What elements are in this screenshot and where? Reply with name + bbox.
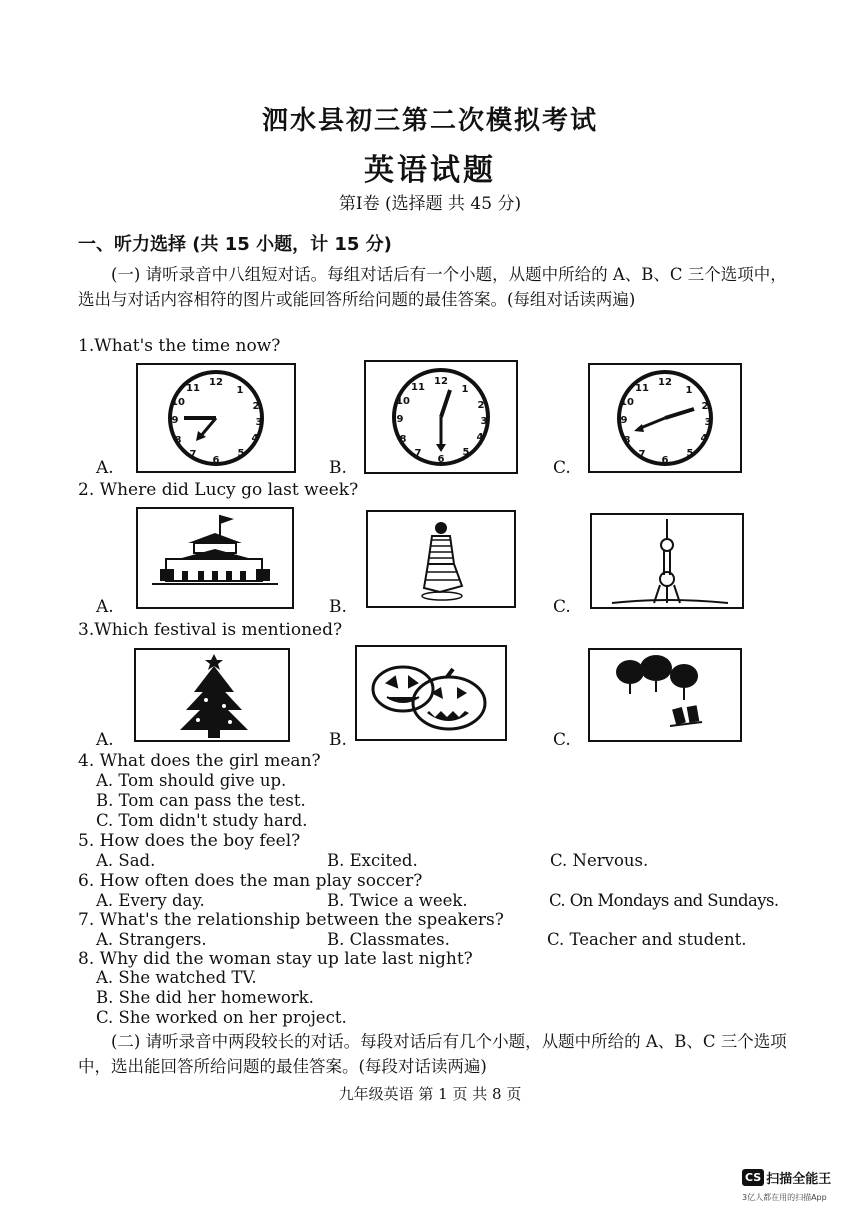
clock-picture-a (136, 363, 296, 473)
part-title: 第Ⅰ卷 (选择题 共 45 分) (338, 194, 522, 214)
svg-text:11: 11 (186, 383, 200, 394)
option-label-b: B. (329, 730, 347, 750)
tiananmen-icon (138, 509, 292, 607)
instruction-part-1: (一) 请听录音中八组短对话。每组对话后有一个小题，从题中所给的 A、B、C 三个选项中，选出与对话内容相符的图片或能回答所给问题的最佳答案。(每组对话读两遍) (78, 265, 787, 309)
svg-text:3: 3 (255, 417, 263, 428)
pumpkins-picture (355, 645, 507, 741)
option-8a: A. She watched TV. (96, 968, 257, 987)
christmas-tree-picture (134, 648, 290, 742)
option-5c: C. Nervous. (550, 851, 649, 870)
clock-picture-b (364, 360, 518, 474)
clock-icon (590, 365, 740, 471)
instruction-part-2: (二) 请听录音中两段较长的对话。每段对话后有几个小题，从题中所给的 A、B、C 三个选项中，选出能回答所给问题的最佳答案。(每段对话读两遍) (78, 1032, 787, 1076)
option-6b: B. Twice a week. (327, 891, 468, 910)
question-5: 5. How does the boy feel? (78, 831, 301, 851)
option-label-c: C. (553, 458, 571, 478)
option-label-a: A. (96, 597, 114, 617)
svg-text:6: 6 (212, 455, 220, 466)
svg-text:5: 5 (462, 447, 470, 458)
option-7a: A. Strangers. (96, 930, 207, 949)
option-4c: C. Tom didn't study hard. (96, 811, 308, 830)
tv-tower-picture (590, 513, 744, 609)
option-label-c: C. (553, 730, 571, 750)
svg-text:1: 1 (685, 385, 693, 396)
option-7b: B. Classmates. (327, 930, 450, 949)
option-6a: A. Every day. (96, 891, 205, 910)
svg-text:2: 2 (252, 401, 260, 412)
scanner-watermark (742, 1167, 831, 1187)
svg-text:9: 9 (620, 415, 628, 426)
question-3: 3.Which festival is mentioned? (78, 620, 343, 640)
svg-text:12: 12 (434, 376, 448, 387)
page-footer: 九年级英语 第 1 页 共 8 页 (338, 1085, 522, 1103)
question-6: 6. How often does the man play soccer? (78, 871, 423, 891)
svg-text:8: 8 (174, 435, 182, 446)
svg-text:10: 10 (620, 397, 634, 408)
svg-text:5: 5 (237, 448, 245, 459)
option-label-a: A. (96, 730, 114, 750)
svg-text:2: 2 (477, 400, 485, 411)
section-heading: 一、听力选择 (共 15 小题，计 15 分) (78, 234, 392, 255)
scanner-app-name: 扫描全能王 (766, 1172, 832, 1187)
option-8c: C. She worked on her project. (96, 1008, 347, 1027)
lanterns-picture (588, 648, 742, 742)
svg-text:7: 7 (189, 449, 197, 460)
svg-text:2: 2 (701, 401, 709, 412)
svg-text:6: 6 (661, 455, 669, 466)
svg-text:7: 7 (414, 448, 422, 459)
svg-text:9: 9 (171, 415, 179, 426)
terracotta-warrior-picture (366, 510, 516, 608)
camscanner-logo-icon: CS (742, 1169, 764, 1186)
question-4: 4. What does the girl mean? (78, 751, 321, 771)
option-8b: B. She did her homework. (96, 988, 314, 1007)
option-label-c: C. (553, 597, 571, 617)
lantern-icon (590, 650, 740, 740)
svg-text:9: 9 (396, 414, 404, 425)
pumpkin-icon (357, 647, 505, 739)
clock-icon (366, 362, 516, 472)
svg-text:12: 12 (658, 377, 672, 388)
svg-text:6: 6 (437, 454, 445, 465)
tiananmen-picture (136, 507, 294, 609)
svg-text:4: 4 (700, 433, 708, 444)
option-4b: B. Tom can pass the test. (96, 791, 306, 810)
exam-title: 泗水县初三第二次模拟考试 (261, 106, 598, 136)
svg-text:5: 5 (686, 448, 694, 459)
svg-text:7: 7 (638, 449, 646, 460)
question-2: 2. Where did Lucy go last week? (78, 480, 359, 500)
svg-text:10: 10 (396, 396, 410, 407)
question-8: 8. Why did the woman stay up late last night? (78, 949, 473, 969)
christmas-tree-icon (136, 650, 288, 740)
option-label-b: B. (329, 458, 347, 478)
option-6c: C. On Mondays and Sundays. (549, 891, 779, 910)
svg-text:10: 10 (171, 397, 185, 408)
svg-text:8: 8 (623, 435, 631, 446)
svg-text:4: 4 (476, 432, 484, 443)
option-4a: A. Tom should give up. (96, 771, 287, 790)
svg-text:12: 12 (209, 377, 223, 388)
question-1: 1.What's the time now? (78, 336, 281, 356)
option-5b: B. Excited. (327, 851, 418, 870)
scanner-tagline: 3亿人都在用的扫描App (742, 1193, 827, 1202)
svg-text:11: 11 (411, 382, 425, 393)
option-label-b: B. (329, 597, 347, 617)
svg-text:1: 1 (236, 385, 244, 396)
option-label-a: A. (96, 458, 114, 478)
option-5a: A. Sad. (96, 851, 156, 870)
clock-picture-c (588, 363, 742, 473)
option-7c: C. Teacher and student. (547, 930, 747, 949)
svg-text:4: 4 (251, 433, 259, 444)
svg-text:3: 3 (480, 416, 488, 427)
svg-text:1: 1 (461, 384, 469, 395)
subject-title: 英语试题 (364, 153, 496, 188)
svg-text:8: 8 (399, 434, 407, 445)
terracotta-warrior-icon (368, 512, 514, 606)
svg-text:3: 3 (704, 417, 712, 428)
svg-text:11: 11 (635, 383, 649, 394)
question-7: 7. What's the relationship between the speakers? (78, 910, 504, 930)
clock-icon (138, 365, 294, 471)
tv-tower-icon (592, 515, 742, 607)
